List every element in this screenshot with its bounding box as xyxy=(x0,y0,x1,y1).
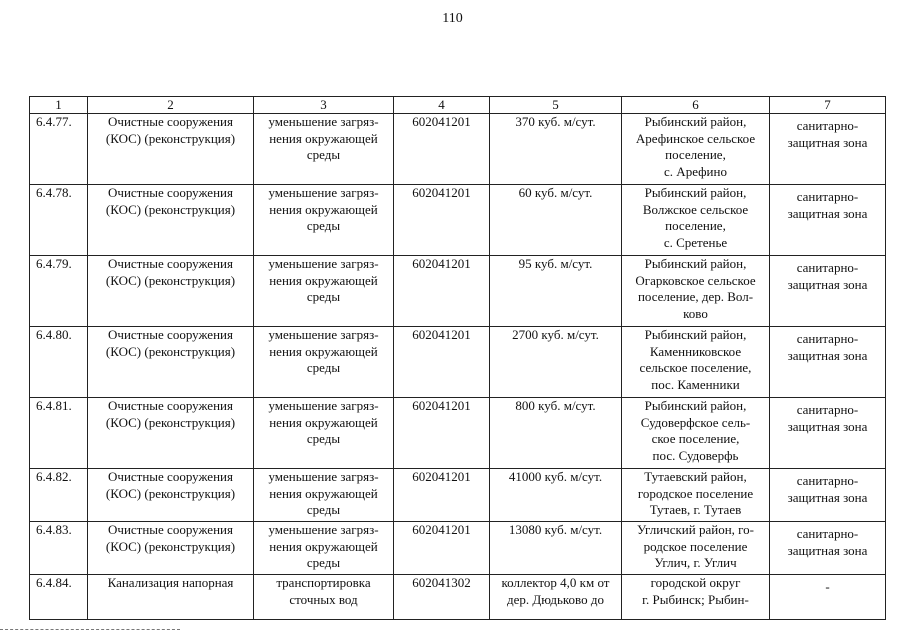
column-header-7: 7 xyxy=(770,97,886,114)
object-purpose: уменьшение загряз- нения окружающей среды xyxy=(268,522,379,570)
object-name: Очистные сооружения (КОС) (реконструкция) xyxy=(105,398,236,430)
object-code: 602041201 xyxy=(394,256,490,327)
object-purpose: уменьшение загряз- нения окружающей среды xyxy=(268,398,379,446)
object-purpose: транспортировка сточных вод xyxy=(276,575,371,607)
row-number: 6.4.78. xyxy=(30,185,88,256)
row-number: 6.4.80. xyxy=(30,327,88,398)
header-row xyxy=(30,97,886,114)
column-header-3: 3 xyxy=(254,97,394,114)
object-name: Очистные сооружения (КОС) (реконструкция) xyxy=(105,114,236,146)
table-row xyxy=(30,575,886,620)
object-purpose: уменьшение загряз- нения окружающей среды xyxy=(268,469,379,517)
object-location: Угличский район, го- родское поселение Углич, г. Углич xyxy=(637,522,754,570)
object-capacity: 370 куб. м/сут. xyxy=(490,114,622,185)
footer-rule xyxy=(0,629,180,632)
table-row xyxy=(30,327,886,398)
row-number: 6.4.84. xyxy=(30,575,88,620)
restriction-zone: санитарно- защитная зона xyxy=(787,260,868,292)
object-location: Рыбинский район, Огарковское сельское поселение, дер. Вол- ково xyxy=(635,256,756,321)
object-name: Канализация напорная xyxy=(107,575,234,590)
restriction-zone: санитарно- защитная зона xyxy=(787,402,868,434)
restriction-zone: - xyxy=(825,579,830,594)
object-location: Рыбинский район, Каменниковское сельское поселение, пос. Каменники xyxy=(639,327,752,392)
row-number: 6.4.82. xyxy=(30,469,88,522)
object-capacity: 95 куб. м/сут. xyxy=(490,256,622,327)
column-header-1: 1 xyxy=(30,97,88,114)
column-header-5: 5 xyxy=(490,97,622,114)
page-number: 110 xyxy=(442,11,463,26)
object-purpose: уменьшение загряз- нения окружающей среды xyxy=(268,114,379,162)
row-number: 6.4.83. xyxy=(30,522,88,575)
table-row xyxy=(30,398,886,469)
object-capacity: 60 куб. м/сут. xyxy=(490,185,622,256)
row-number: 6.4.77. xyxy=(30,114,88,185)
table-row xyxy=(30,256,886,327)
object-capacity: 2700 куб. м/сут. xyxy=(490,327,622,398)
object-capacity: 13080 куб. м/сут. xyxy=(490,522,622,575)
column-header-6: 6 xyxy=(622,97,770,114)
object-code: 602041201 xyxy=(394,185,490,256)
restriction-zone: санитарно- защитная зона xyxy=(787,189,868,221)
object-purpose: уменьшение загряз- нения окружающей среды xyxy=(268,327,379,375)
column-header-2: 2 xyxy=(88,97,254,114)
object-code: 602041201 xyxy=(394,327,490,398)
object-location: Тутаевский район, городское поселение Тутаев, г. Тутаев xyxy=(637,469,754,517)
object-purpose: уменьшение загряз- нения окружающей среды xyxy=(268,185,379,233)
table-row xyxy=(30,185,886,256)
object-name: Очистные сооружения (КОС) (реконструкция) xyxy=(105,469,236,501)
column-header-4: 4 xyxy=(394,97,490,114)
restriction-zone: санитарно- защитная зона xyxy=(787,118,868,150)
object-capacity: 41000 куб. м/сут. xyxy=(490,469,622,522)
object-code: 602041201 xyxy=(394,522,490,575)
table-row xyxy=(30,522,886,575)
object-name: Очистные сооружения (КОС) (реконструкция) xyxy=(105,185,236,217)
row-number: 6.4.81. xyxy=(30,398,88,469)
object-name: Очистные сооружения (КОС) (реконструкция) xyxy=(105,522,236,554)
object-code: 602041201 xyxy=(394,469,490,522)
object-location: Рыбинский район, Судоверфское сель- ское поселение, пос. Судоверфь xyxy=(640,398,751,463)
restriction-zone: санитарно- защитная зона xyxy=(787,526,868,558)
object-code: 602041302 xyxy=(394,575,490,620)
object-location: городской округ г. Рыбинск; Рыбин- xyxy=(642,575,749,607)
object-code: 602041201 xyxy=(394,398,490,469)
object-location: Рыбинский район, Арефинское сельское поселение, с. Арефино xyxy=(635,114,756,179)
object-location: Рыбинский район, Волжское сельское поселение, с. Сретенье xyxy=(642,185,749,250)
restriction-zone: санитарно- защитная зона xyxy=(787,331,868,363)
object-capacity: коллектор 4,0 км от дер. Дюдьково до xyxy=(501,575,610,607)
registry-table xyxy=(29,96,886,620)
table-row xyxy=(30,469,886,522)
object-capacity: 800 куб. м/сут. xyxy=(490,398,622,469)
table-row xyxy=(30,114,886,185)
object-purpose: уменьшение загряз- нения окружающей среды xyxy=(268,256,379,304)
object-name: Очистные сооружения (КОС) (реконструкция) xyxy=(105,256,236,288)
object-name: Очистные сооружения (КОС) (реконструкция) xyxy=(105,327,236,359)
object-code: 602041201 xyxy=(394,114,490,185)
restriction-zone: санитарно- защитная зона xyxy=(787,473,868,505)
row-number: 6.4.79. xyxy=(30,256,88,327)
